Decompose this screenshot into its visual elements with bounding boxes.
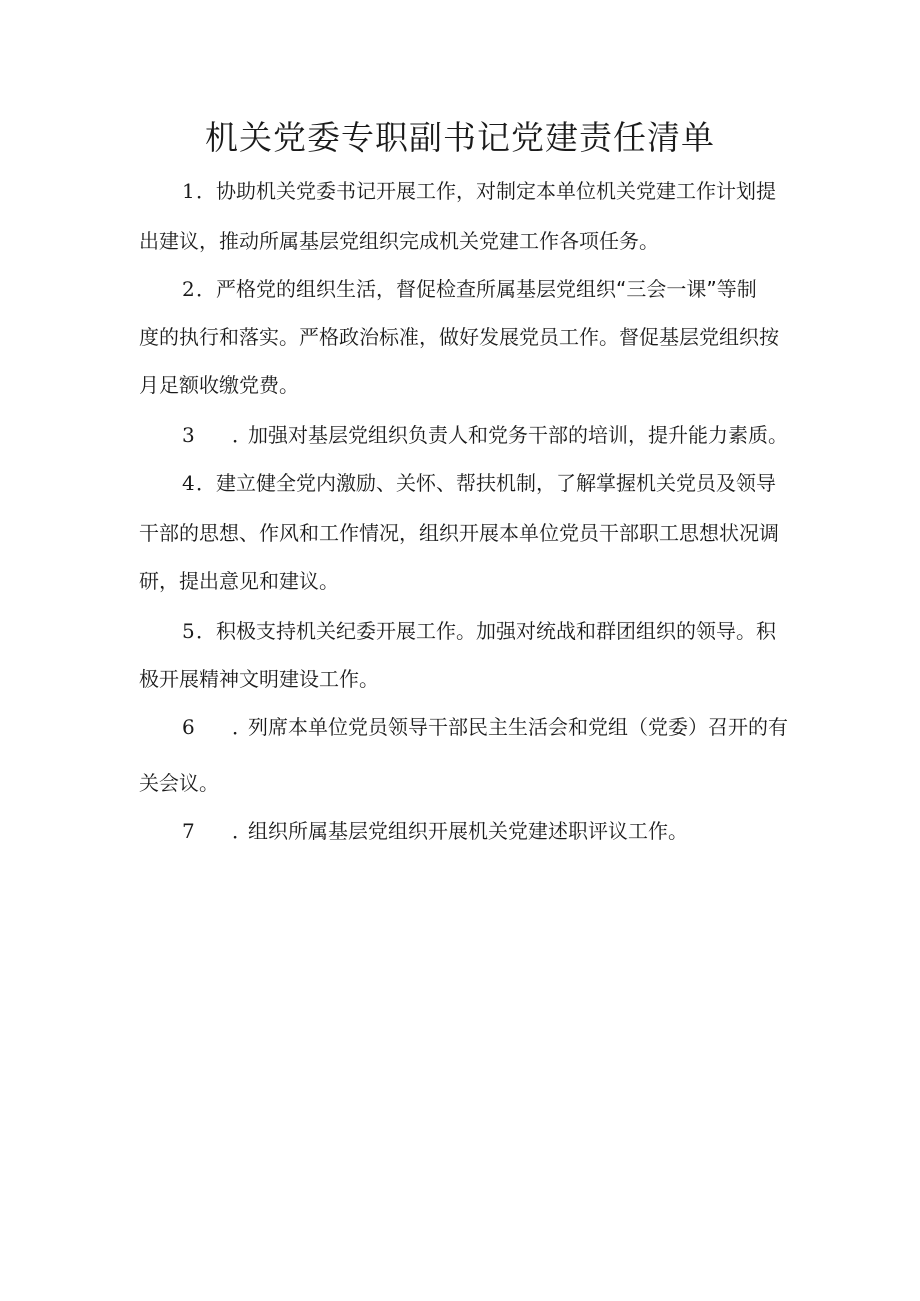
item-continuation-line: 关会议。 [139,771,219,795]
item-first-line [182,274,757,304]
item-continuation-line: 月足额收缴党费。 [139,373,299,397]
item-number: 2 [182,277,195,301]
item-continuation-line: 干部的思想、作风和工作情况，组织开展本单位党员干部职工思想状况调 [139,521,779,545]
item-number: 3 [182,423,195,447]
item-text: 协助机关党委书记开展工作，对制定本单位机关党建工作计划提 [216,179,776,203]
item-first-line [182,420,788,450]
item-number: 6 [182,715,195,739]
item-first-line [182,468,776,498]
item-separator: ． [196,179,216,203]
item-text: 组织所属基层党组织开展机关党建述职评议工作。 [248,819,688,843]
item-text: 积极支持机关纪委开展工作。加强对统战和群团组织的领导。积 [216,619,776,643]
item-first-line [182,816,688,846]
item-continuation-line: 极开展精神文明建设工作。 [139,667,379,691]
item-separator: ． [232,819,252,843]
item-text: 加强对基层党组织负责人和党务干部的培训，提升能力素质。 [248,423,788,447]
item-continuation-line: 出建议，推动所属基层党组织完成机关党建工作各项任务。 [139,229,659,253]
item-separator: ． [232,715,252,739]
item-number: 7 [182,819,195,843]
item-text: 列席本单位党员领导干部民主生活会和党组（党委）召开的有 [248,715,788,739]
item-first-line [182,616,776,646]
item-number: 5 [182,619,195,643]
item-number: 4 [182,471,195,495]
item-separator: ． [196,471,216,495]
item-text: 建立健全党内激励、关怀、帮扶机制，了解掌握机关党员及领导 [216,471,776,495]
item-continuation-line: 度的执行和落实。严格政治标准，做好发展党员工作。督促基层党组织按 [139,325,779,349]
item-text: 严格党的组织生活，督促检查所属基层党组织“三会一课”等制 [216,277,757,301]
item-first-line [182,176,776,206]
item-continuation-line: 研，提出意见和建议。 [139,569,339,593]
document-title: 机关党委专职副书记党建责任清单 [205,118,715,157]
item-separator: ． [196,619,216,643]
item-separator: ． [232,423,252,447]
item-separator: ． [196,277,216,301]
item-first-line [182,712,788,742]
item-number: 1 [182,179,195,203]
